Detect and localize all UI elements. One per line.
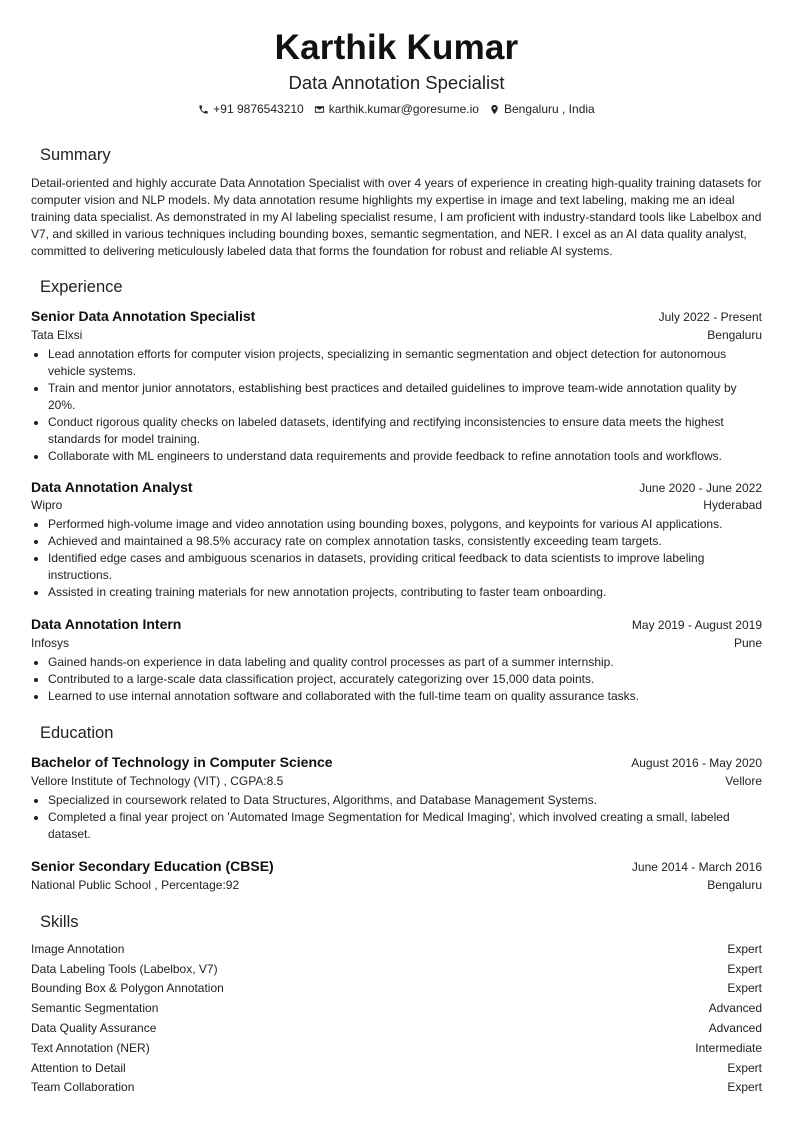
skill-row: [31, 1078, 762, 1098]
skill-level: Intermediate: [695, 1040, 762, 1055]
list-item: Specialized in coursework related to Data Structures, Algorithms, and Database Management Systems.: [31, 792, 762, 809]
summary-heading: Summary: [40, 146, 111, 164]
skill-name: Team Collaboration: [31, 1080, 135, 1095]
skill-name: Attention to Detail: [31, 1060, 126, 1075]
skill-row: [31, 959, 762, 979]
list-item: Collaborate with ML engineers to understand data requirements and provide feedback to refine annotation tools and workflows.: [31, 448, 762, 465]
skill-level: Advanced: [708, 1021, 762, 1036]
skill-name: Image Annotation: [31, 941, 125, 956]
degree-dates: August 2016 - May 2020: [631, 756, 762, 770]
job-dates: June 2020 - June 2022: [639, 481, 762, 495]
job-dates: July 2022 - Present: [658, 310, 762, 324]
skill-name: Bounding Box & Polygon Annotation: [31, 981, 224, 996]
job-bullets: [31, 516, 762, 601]
job-title: Senior Data Annotation Specialist: [31, 308, 256, 324]
list-item: Learned to use internal annotation software and collaborated with the full-time team on quality assurance tasks.: [31, 688, 762, 705]
list-item: Lead annotation efforts for computer vision projects, specializing in semantic segmentation and object detection for autonomous vehicle systems.: [31, 346, 762, 380]
location-text: Bengaluru , India: [503, 102, 595, 116]
school-name: Vellore Institute of Technology (VIT) , CGPA:8.5: [31, 774, 284, 788]
contact-email[interactable]: [314, 102, 479, 116]
list-item: Conduct rigorous quality checks on labeled datasets, identifying and rectifying inconsistencies to ensure data meets the highest standards for model training.: [31, 414, 762, 448]
contact-location: [489, 102, 595, 116]
email-text: karthik.kumar@goresume.io: [328, 102, 479, 116]
list-item: Gained hands-on experience in data labeling and quality control processes as part of a summer internship.: [31, 654, 762, 671]
contact-bar: [31, 102, 762, 116]
degree-dates: June 2014 - March 2016: [631, 860, 762, 874]
job-location: Bengaluru: [707, 328, 762, 342]
job-company: Wipro: [31, 498, 63, 512]
skill-row: [31, 979, 762, 999]
skill-row: [31, 939, 762, 959]
job-bullets: [31, 654, 762, 705]
degree-bullets: [31, 792, 762, 843]
school-name: National Public School , Percentage:92: [31, 878, 240, 892]
list-item: Identified edge cases and ambiguous scenarios in datasets, providing critical feedback to data scientists to improve labeling instructions.: [31, 550, 762, 584]
skills-heading: Skills: [40, 913, 79, 931]
job-company: Tata Elxsi: [31, 328, 83, 342]
skill-level: Expert: [727, 981, 762, 996]
job-bullets: [31, 346, 762, 465]
list-item: Train and mentor junior annotators, establishing best practices and detailed guidelines to improve team-wide annotation quality by 20%.: [31, 380, 762, 414]
skill-row: [31, 1018, 762, 1038]
summary-text: Detail-oriented and highly accurate Data Annotation Specialist with over 4 years of experience in creating high-quality training datasets for computer vision and NLP models. My data annotation resume highlights my expertise in image and text labeling, making me an ideal training data specialist. As demonstrated in my AI labeling specialist resume, I am proficient with industry-standard tools like Labelbox and V7, and skilled in various techniques including bounding boxes, semantic segmentation, and NER. I excel as an AI data quality analyst, committed to delivering meticulously labeled data that forms the foundation for robust and reliable AI systems.: [31, 176, 762, 258]
skill-row: [31, 1038, 762, 1058]
job-location: Hyderabad: [703, 498, 762, 512]
list-item: Assisted in creating training materials for new annotation projects, contributing to faster team onboarding.: [31, 584, 762, 601]
list-item: Achieved and maintained a 98.5% accuracy rate on complex annotation tasks, consistently exceeding team targets.: [31, 533, 762, 550]
candidate-title: Data Annotation Specialist: [288, 72, 505, 93]
job-title: Data Annotation Intern: [31, 616, 182, 632]
skill-level: Expert: [727, 961, 762, 976]
school-location: Bengaluru: [707, 878, 762, 892]
skill-level: Expert: [727, 1060, 762, 1075]
mail-icon: [314, 104, 325, 115]
list-item: Performed high-volume image and video annotation using bounding boxes, polygons, and keypoints for various AI applications.: [31, 516, 762, 533]
phone-icon: [198, 104, 209, 115]
list-item: Completed a final year project on 'Automated Image Segmentation for Medical Imaging', which involved creating a small, labeled dataset.: [31, 809, 762, 843]
experience-heading: Experience: [40, 278, 123, 296]
location-pin-icon: [489, 104, 500, 115]
skill-row: [31, 998, 762, 1018]
school-location: Vellore: [725, 774, 762, 788]
job-location: Pune: [733, 636, 762, 650]
list-item: Contributed to a large-scale data classification project, accurately categorizing over 15,000 data points.: [31, 671, 762, 688]
job-dates: May 2019 - August 2019: [631, 618, 762, 632]
degree-title: Bachelor of Technology in Computer Science: [31, 754, 333, 770]
candidate-name: Karthik Kumar: [274, 28, 519, 67]
skills-list: [31, 939, 762, 1097]
job-title: Data Annotation Analyst: [31, 479, 193, 495]
skill-level: Advanced: [708, 1001, 762, 1016]
education-heading: Education: [40, 724, 114, 742]
contact-phone[interactable]: [198, 102, 303, 116]
job-company: Infosys: [31, 636, 70, 650]
phone-text: +91 9876543210: [213, 102, 304, 116]
degree-title: Senior Secondary Education (CBSE): [31, 858, 274, 874]
skill-row: [31, 1058, 762, 1078]
skill-level: Expert: [727, 1080, 762, 1095]
skill-name: Semantic Segmentation: [31, 1001, 159, 1016]
skill-name: Data Quality Assurance: [31, 1021, 157, 1036]
skill-name: Data Labeling Tools (Labelbox, V7): [31, 961, 218, 976]
skill-name: Text Annotation (NER): [31, 1040, 150, 1055]
skill-level: Expert: [727, 941, 762, 956]
